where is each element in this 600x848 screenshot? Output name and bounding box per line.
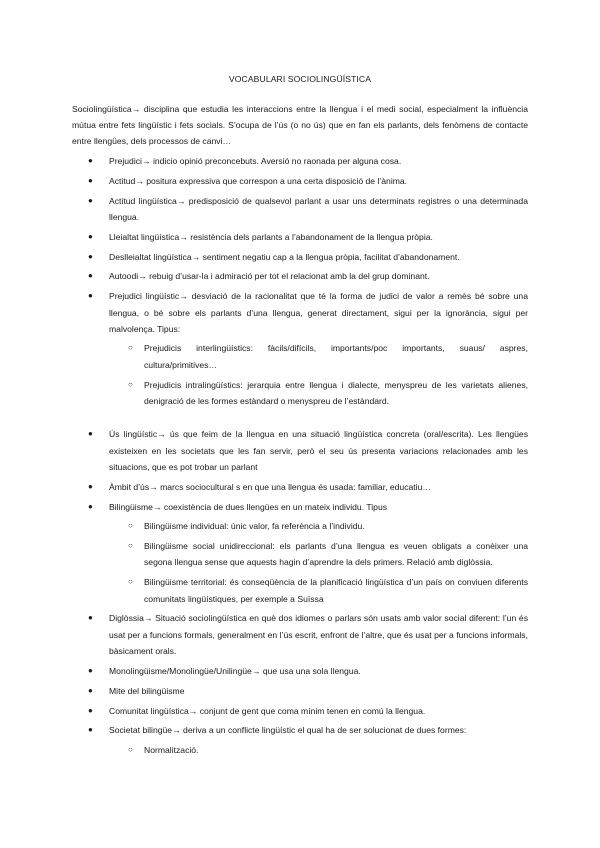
bullet-icon: ● [88,613,93,623]
bullet-icon: ● [88,195,93,205]
list-item-text: Prejudici→ indicio opinió preconcebuts. Aversió no raonada per alguna cosa. [109,156,402,166]
list-item [0,499,600,607]
list-item [0,610,600,659]
sublist-item [109,518,528,534]
sublist-item-text: Bilingüisme individual: únic valor, fa referència a l’individu. [144,521,365,532]
sublist [109,518,528,607]
document-title: VOCABULARI SOCIOLINGÜÍSTICA [228,74,372,84]
bullet-icon: ● [88,271,93,281]
list-item-text: Lleialtat lingüística→ resistència dels parlants a l’abandonament de la llengua pròpia. [109,231,433,242]
bullet-icon: ● [88,501,93,511]
sublist-item [109,742,528,758]
list-item-text: Comunitat lingüística→ conjunt de gent que coma mínim tenen en comú la llengua. [109,705,426,716]
sublist-item-text: Bilingüisme social unidireccional: els parlants d’una llengua es veuen obligats a conèixer una segona llengua sense que aquests hagin d’aprendre la dels primers. Relació amb diglòssia. [144,541,528,568]
bullet-icon: ● [88,156,93,165]
list-item [0,173,600,189]
list-item [0,193,600,226]
sublist-item [109,377,528,410]
list-item-text: Actitud lingüística→ predisposició de qualsevol parlant a usar uns determinats registres o una determinada llengua. [109,195,528,222]
sublist-item-text: Normalització. [144,744,199,755]
list-item [0,268,600,284]
sub-bullet-icon: ○ [128,379,133,389]
sub-bullet-icon: ○ [128,521,133,531]
sub-bullet-icon: ○ [128,541,133,551]
bullet-icon: ● [88,705,93,715]
list-item [0,229,600,245]
bullet-icon: ● [88,666,93,676]
list-item-text: Actitud→ positura expressiva que correspon a una certa disposició de l’ànima. [109,175,408,186]
sublist-item-text: Bilingüisme territorial: és conseqüència de la planificació lingüística d’un país on conviuen diferents comunitats lingüístiques, per exemple a Suïssa [144,577,528,604]
bullet-icon: ● [88,175,93,185]
sublist [109,742,528,758]
list-item-text: Mite del bilingüisme [109,685,185,696]
list-item-text: Diglòssia→ Situació sociolingüística en què dos idiomes o parlars són usats amb valor social diferent: l’un és usat per a funcions formals, generalment en l’ús escrit, enfront de l’altre, que és usat per a funcions informals, bàsicament orals. [109,613,528,657]
list-item [0,479,600,495]
list-item [0,683,600,699]
sub-bullet-icon: ○ [128,744,133,754]
list-item-text: Ús lingüístic→ ús que feim de la llengua en una situació lingüística concreta (oral/escrita). Les llengües existeixen en les societats que les fan servir, però el seu ús presenta variacions relacionades amb les situacions, que es pot trobar un parlant [109,429,528,473]
sub-bullet-icon: ○ [128,343,133,353]
sublist [109,340,528,409]
list-item [0,426,600,475]
vocabulary-list [0,153,600,762]
list-item [0,663,600,679]
sublist-item [109,538,528,571]
sublist-item-text: Prejudicis intralingüístics: jerarquia entre llengua i dialecte, menyspreu de les varietats alienes, denigració de les formes estàndard o menyspreu de l’estàndard. [144,379,528,407]
bullet-icon: ● [88,482,93,492]
sub-bullet-icon: ○ [128,577,133,587]
bullet-icon: ● [88,231,93,241]
sublist-item-text: Prejudicis interlingüístics: fàcils/difícils, importants/poc importants, suaus/ aspres, cultura/primitives… [144,343,528,370]
list-item [0,153,600,169]
list-item-text: Autoodi→ rebuig d’usar-la i admiració per tot el relacionat amb la del grup dominant. [109,271,430,282]
bullet-icon: ● [88,251,93,261]
bullet-icon: ● [88,725,93,735]
sublist-item [109,574,528,607]
bullet-icon: ● [88,291,93,301]
bullet-icon: ● [88,685,93,695]
list-item [0,722,600,758]
list-item-text: Monolingüisme/Monolingüe/Unilingüe→ que usa una sola llengua. [109,666,361,677]
list-item-text: Àmbit d’ús→ marcs sociocultural s en que una llengua és usada: familiar, educatiu… [109,482,431,493]
bullet-icon: ● [88,429,93,439]
list-item-text: Bilingüisme→ coexistència de dues llengües en un mateix individu. Tipus [109,501,388,512]
list-item-text: Deslleialtat lingüística→ sentiment negatiu cap a la llengua pròpia, facilitat d’abandonament. [109,251,460,262]
list-item [0,703,600,719]
sublist-item [109,340,528,373]
list-item-text: Societat bilingüe→ deriva a un conflicte lingüístic el qual ha de ser solucionat de dues formes: [109,725,467,736]
list-item [0,249,600,265]
intro-paragraph: Sociolingüística→ disciplina que estudia les interaccions entre la llengua i el medi social, especialment la influència mútua entre fets lingüístic i fets socials. S’ocupa de l’ús (o no ús) que en fan els parlants, dels fenòmens de contacte entre llengües, dels processos de canvi… [72,104,528,146]
list-item-text: Prejudici lingüístic→ desviació de la racionalitat que té la forma de judici de valor a remès bé sobre una llengua, o bé sobre els parlants d’una llengua, generat directament, sigui per la ignorància, sigui per malvolença. Tipus: [109,291,528,334]
list-item [0,288,600,409]
